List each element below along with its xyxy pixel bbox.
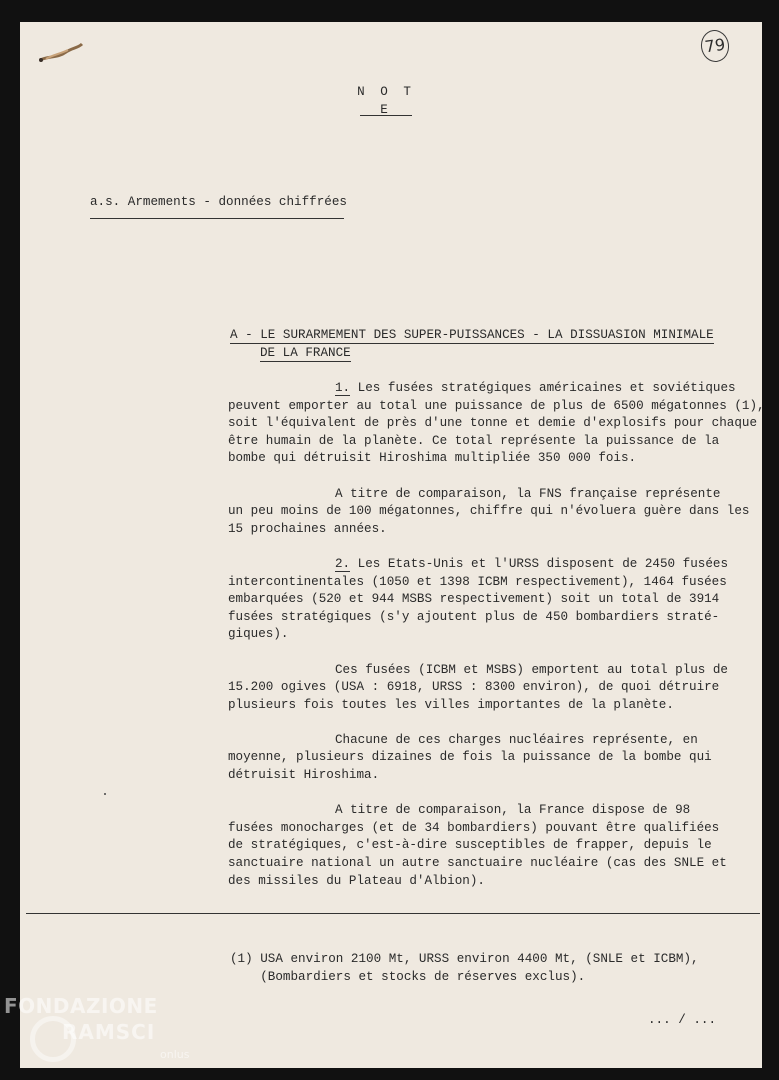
paragraph-6: A titre de comparaison, la France dispose de 98 fusées monocharges (et de 34 bombardiers) pouvant être qualifiées de stratégiques, c'est-à-dire susceptibles de frapper, depuis le sanctuaire national un autre sanctuaire nucléaire (cas des SNLE et des missiles du Plateau d'Albion). bbox=[228, 803, 727, 888]
watermark-line1: FONDAZIONE bbox=[4, 994, 158, 1018]
section-heading-line1: A - LE SURARMEMENT DES SUPER-PUISSANCES - LA DISSUASION MINIMALE bbox=[230, 328, 714, 342]
paragraph-number: 2. bbox=[335, 556, 351, 571]
paragraph-2: A titre de comparaison, la FNS française représente un peu moins de 100 mégatonnes, chiffre qui n'évoluera guère dans les 15 prochaines années. bbox=[228, 486, 750, 536]
footnote: (1) USA environ 2100 Mt, URSS environ 4400 Mt, (SNLE et ICBM), (Bombardiers et stocks de réserves exclus). bbox=[230, 952, 699, 984]
paragraph-number: 1. bbox=[335, 381, 351, 395]
staple-mark bbox=[38, 42, 86, 66]
paragraph-3: 2. Les Etats-Unis et l'URSS disposent de 2450 fusées intercontinentales (1050 et 1398 ICBM respectivement), 1464 fusées embarquées (520 et 944 MSBS respectivement) soit un total de 3914 fusées stratégiques (s'y ajoutent plus de 450 bombardiers straté- giques). bbox=[228, 556, 728, 642]
stray-mark bbox=[104, 793, 106, 795]
watermark-line2: RAMSCI bbox=[62, 1020, 156, 1044]
folio-number: 79 bbox=[699, 28, 731, 64]
title-underline bbox=[360, 115, 412, 116]
document-page bbox=[20, 22, 765, 1068]
subject-underline bbox=[90, 218, 344, 219]
subject-line: a.s. Armements - données chiffrées bbox=[90, 195, 347, 209]
continuation-marker: ... / ... bbox=[648, 1013, 717, 1027]
note-title: N O T E bbox=[357, 85, 415, 117]
body-text bbox=[228, 380, 768, 908]
paragraph-4: Ces fusées (ICBM et MSBS) emportent au total plus de 15.200 ogives (USA : 6918, URSS : 8300 environ), de quoi détruire plusieurs fois toutes les villes importantes de la planète. bbox=[228, 662, 728, 712]
paragraph-1: 1. Les fusées stratégiques américaines et soviétiques peuvent emporter au total une puissance de plus de 6500 mégatonnes (1), soit l'équivalent de près d'une tonne et demie d'explosifs pour chaque être humain de la planète. Ce total représente la puissance de la bombe qui détruisit Hiroshima multipliée 350 000 fois. bbox=[228, 381, 765, 466]
paragraph-5: Chacune de ces charges nucléaires représente, en moyenne, plusieurs dizaines de fois la puissance de la bombe qui détruisit Hiroshima. bbox=[228, 732, 712, 783]
footnote-separator bbox=[26, 913, 760, 914]
section-heading-line2: DE LA FRANCE bbox=[260, 345, 351, 360]
section-heading bbox=[230, 327, 714, 362]
archive-watermark bbox=[4, 994, 204, 1074]
watermark-suffix: onlus bbox=[160, 1048, 190, 1061]
